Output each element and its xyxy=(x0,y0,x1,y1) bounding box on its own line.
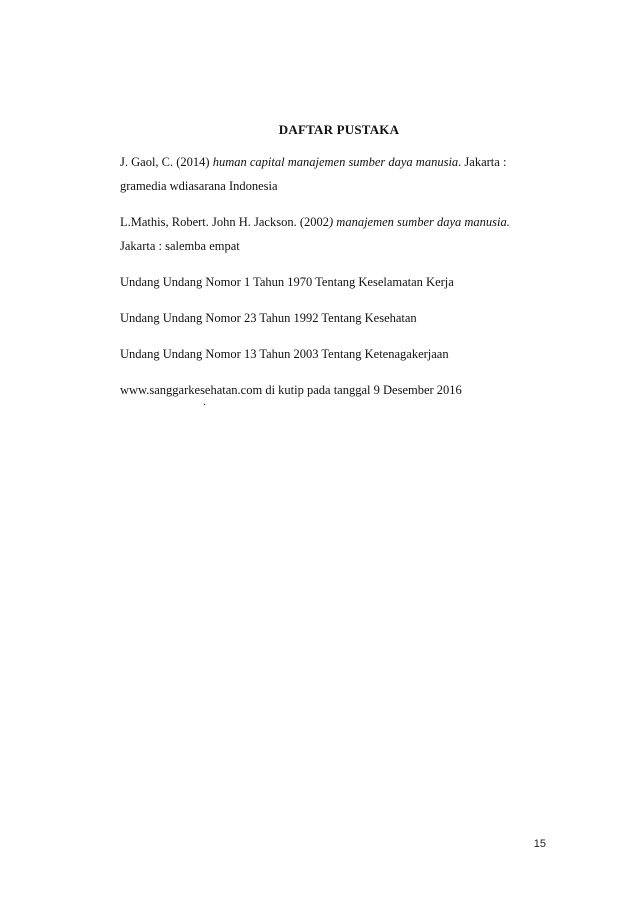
reference-list xyxy=(120,150,540,414)
reference-item: www.sanggarkesehatan.com di kutip pada tanggal 9 Desember 2016 xyxy=(120,383,462,397)
reference-item: Undang Undang Nomor 13 Tahun 2003 Tentang Ketenagakerjaan xyxy=(120,347,449,361)
reference-item: Undang Undang Nomor 23 Tahun 1992 Tentang Kesehatan xyxy=(120,311,417,325)
reference-item: J. Gaol, C. (2014) human capital manajemen sumber daya manusia. Jakarta : gramedia wdiasarana Indonesia xyxy=(120,155,507,193)
page-title: DAFTAR PUSTAKA xyxy=(278,122,400,137)
reference-item: Undang Undang Nomor 1 Tahun 1970 Tentang Keselamatan Kerja xyxy=(120,275,454,289)
stray-mark: . xyxy=(203,394,206,408)
page-number: 15 xyxy=(533,838,546,850)
reference-item: L.Mathis, Robert. John H. Jackson. (2002) manajemen sumber daya manusia. Jakarta : salemba empat xyxy=(120,215,510,253)
